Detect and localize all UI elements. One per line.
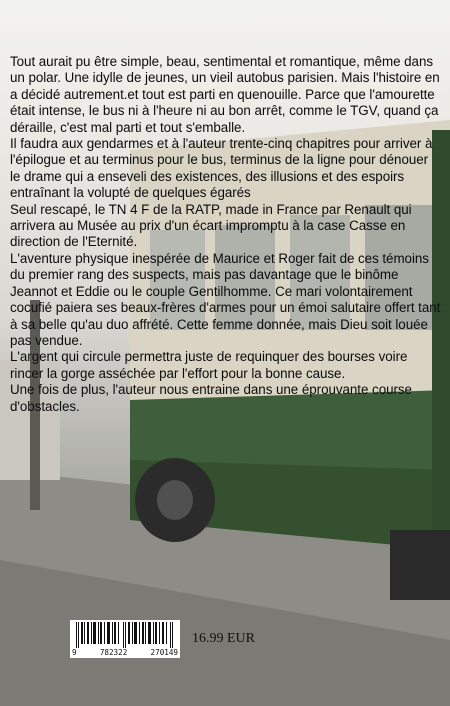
blurb-paragraph: Seul rescapé, le TN 4 F de la RATP, made in France par Renault qui arrivera au Musée au prix d'un écart impromptu à la case Casse en direction de l'Eternité. — [10, 201, 412, 250]
isbn-group-1: 782322 — [99, 648, 128, 657]
blurb-paragraph: L'argent qui circule permettra juste de requinquer des bourses voire rincer la gorge asséchée par l'effort pour la bonne cause. — [10, 349, 408, 381]
blurb-paragraph: Tout aurait pu être simple, beau, sentimental et romantique, même dans un polar. Une idylle de jeunes, un vieil autobus parisien. Mais l'histoire en a décidé autrement.et tout est parti en quenouille. Parce que l'amourette était intense, le bus ni à l'heure ni au bon arrêt, comme le TGV, quand ça déraille, c'est mal parti et tout s'emballe. — [10, 54, 440, 135]
isbn-number — [70, 648, 180, 658]
blurb-paragraph: L'aventure physique inespérée de Maurice et Roger fait de ces témoins du premier rang des suspects, mais pas davantage que le binôme Jeannot et Eddie ou le couple Gentilhomme. Ce mari volontairement cocufié paiera ses beaux-frères d'armes pour un émoi salutaire offert tant à sa belle qu'au duo affrété. Cette femme donnée, mais Dieu soit louée pas vendue. — [10, 250, 441, 348]
price-label: 16.99 EUR — [192, 631, 255, 646]
blurb-paragraph: Il faudra aux gendarmes et à l'auteur trente-cinq chapitres pour arriver à l'épilogue et au terminus pour le bus, terminus de la ligne pour dénouer le drame qui a enseveli des existences, des illusions et des espoirs entraînant la volupté de quelques égarés — [10, 136, 433, 201]
isbn-group-2: 270149 — [150, 648, 178, 657]
back-cover-blurb — [10, 54, 442, 415]
barcode-bars — [70, 620, 180, 648]
blurb-paragraph: Une fois de plus, l'auteur nous entraine dans une éprouvante course d'obstacles. — [10, 382, 412, 414]
isbn-prefix-digit: 9 — [72, 648, 77, 657]
isbn-barcode — [70, 620, 180, 658]
